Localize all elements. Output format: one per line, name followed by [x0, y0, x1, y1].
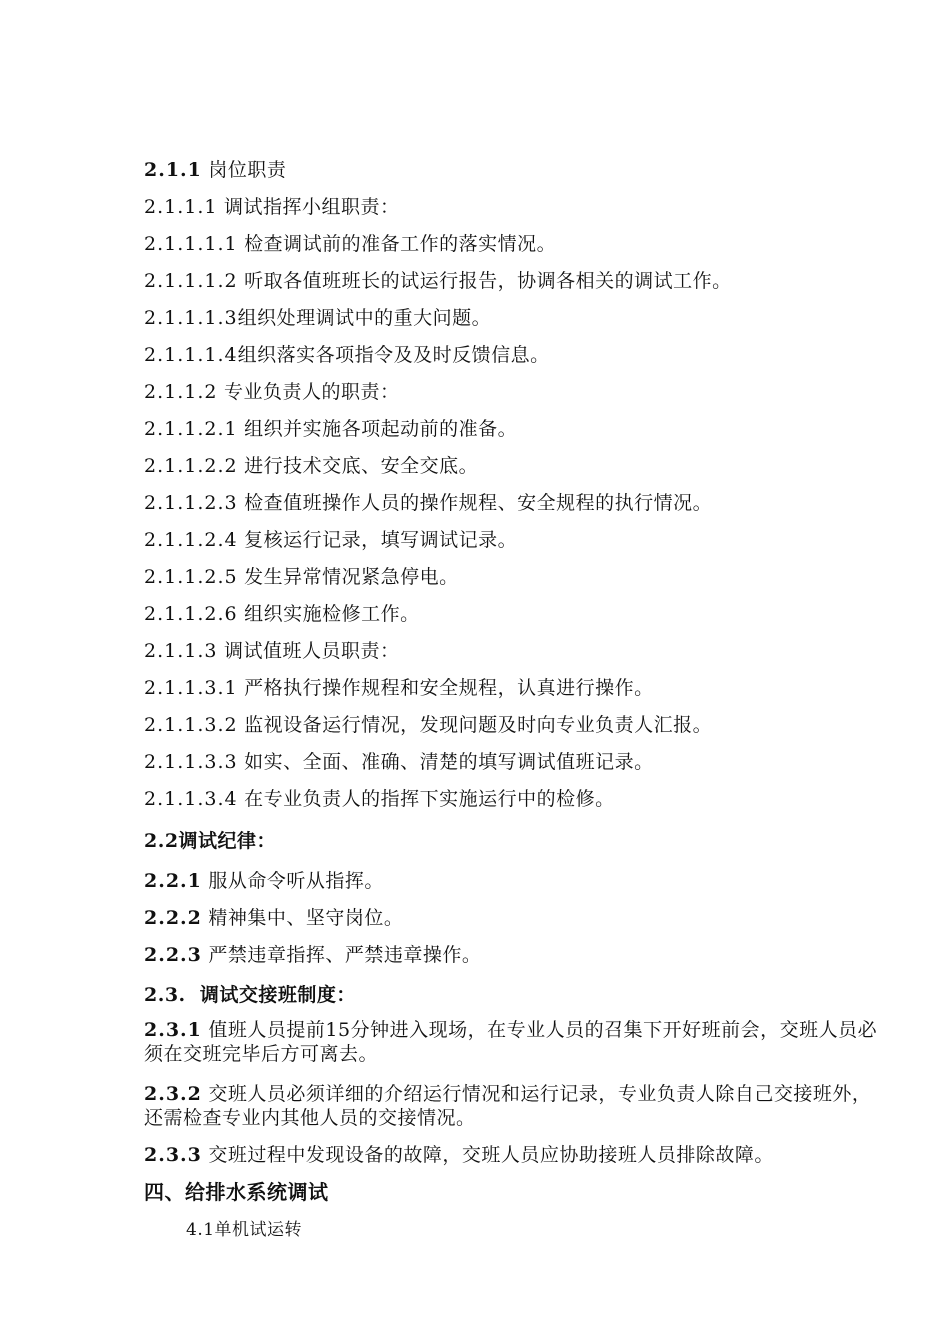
item-text: 复核运行记录，填写调试记录。 [237, 529, 518, 551]
item-2-1-1-1 [144, 195, 884, 219]
item-number: 2.2.3 [144, 944, 202, 966]
item-text: 组织处理调试中的重大问题。 [237, 307, 492, 329]
item-text: 交班过程中发现设备的故障，交班人员应协助接班人员排除故障。 [201, 1144, 774, 1166]
section-text: 岗位职责 [201, 159, 287, 181]
item-number: 2.1.1.1 [144, 196, 218, 218]
item-number: 2.1.1.2.2 [144, 455, 238, 477]
item-text: 听取各值班班长的试运行报告，协调各相关的调试工作。 [237, 270, 732, 292]
item-2-1-1-2 [144, 380, 884, 404]
item-number: 2.1.1.3 [144, 640, 218, 662]
item-number: 2.1.1.2.3 [144, 492, 238, 514]
handover-heading: 2.3. 调试交接班制度： [144, 984, 356, 1006]
section-2-1-1 [144, 158, 884, 182]
handover-item-2 [144, 1082, 884, 1130]
section-4-1-subheading: 4.1单机试运转 [186, 1220, 303, 1240]
item-text: 专业负责人的职责： [217, 381, 400, 403]
item-number: 2.3.1 [144, 1019, 202, 1041]
item-number: 2.1.1.2 [144, 381, 218, 403]
item-number: 2.1.1.2.6 [144, 603, 238, 625]
discipline-heading: 2.2调试纪律： [144, 830, 277, 852]
item-2-1-1-2-4 [144, 528, 884, 552]
item-text: 进行技术交底、安全交底。 [237, 455, 479, 477]
item-text: 严禁违章指挥、严禁违章操作。 [201, 944, 482, 966]
item-number: 2.1.1.2.5 [144, 566, 238, 588]
item-text: 组织落实各项指令及及时反馈信息。 [237, 344, 550, 366]
handover-item-1 [144, 1018, 884, 1066]
item-number: 2.1.1.2.4 [144, 529, 238, 551]
item-number: 2.2.2 [144, 907, 202, 929]
item-text: 调试指挥小组职责： [217, 196, 400, 218]
item-number: 2.1.1.3.2 [144, 714, 238, 736]
item-2-1-1-3-3 [144, 750, 884, 774]
item-number: 2.1.1.3.4 [144, 788, 238, 810]
item-text: 服从命令听从指挥。 [201, 870, 384, 892]
item-2-1-1-3-4 [144, 787, 884, 811]
item-text: 如实、全面、准确、清楚的填写调试值班记录。 [237, 751, 654, 773]
item-number: 2.1.1.3.1 [144, 677, 238, 699]
item-2-1-1-3-1 [144, 676, 884, 700]
section-number: 2.1.1 [144, 159, 202, 181]
item-2-1-1-2-3 [144, 491, 884, 515]
item-number: 2.1.1.3.3 [144, 751, 238, 773]
item-text: 值班人员提前15分钟进入现场，在专业人员的召集下开好班前会，交班人员必须在交班完毕后方可离去。 [144, 1019, 878, 1065]
item-2-1-1-1-1 [144, 232, 884, 256]
item-text: 检查值班操作人员的操作规程、安全规程的执行情况。 [237, 492, 713, 514]
item-number: 2.3.3 [144, 1144, 202, 1166]
item-text: 发生异常情况紧急停电。 [237, 566, 459, 588]
item-text: 交班人员必须详细的介绍运行情况和运行记录，专业负责人除自己交接班外，还需检查专业内其他人员的交接情况。 [144, 1083, 872, 1129]
item-text: 组织并实施各项起动前的准备。 [237, 418, 518, 440]
item-2-1-1-1-2 [144, 269, 884, 293]
item-2-1-1-3-2 [144, 713, 884, 737]
item-number: 2.2.1 [144, 870, 202, 892]
item-number: 2.1.1.1.3 [144, 307, 238, 329]
discipline-item-1 [144, 869, 884, 893]
discipline-item-2 [144, 906, 884, 930]
item-2-1-1-2-1 [144, 417, 884, 441]
item-2-1-1-1-4 [144, 343, 884, 367]
handover-item-3 [144, 1143, 884, 1167]
item-number: 2.3.2 [144, 1083, 202, 1105]
item-2-1-1-2-2 [144, 454, 884, 478]
item-2-1-1-1-3 [144, 306, 884, 330]
item-number: 2.1.1.2.1 [144, 418, 238, 440]
discipline-item-3 [144, 943, 884, 967]
item-text: 组织实施检修工作。 [237, 603, 420, 625]
item-text: 检查调试前的准备工作的落实情况。 [237, 233, 557, 255]
item-text: 调试值班人员职责： [217, 640, 400, 662]
item-number: 2.1.1.1.4 [144, 344, 238, 366]
section-4-heading: 四、给排水系统调试 [144, 1180, 329, 1204]
item-number: 2.1.1.1.2 [144, 270, 238, 292]
item-number: 2.1.1.1.1 [144, 233, 238, 255]
item-text: 严格执行操作规程和安全规程，认真进行操作。 [237, 677, 654, 699]
item-2-1-1-2-5 [144, 565, 884, 589]
item-text: 在专业负责人的指挥下实施运行中的检修。 [237, 788, 615, 810]
item-text: 监视设备运行情况，发现问题及时向专业负责人汇报。 [237, 714, 713, 736]
item-2-1-1-2-6 [144, 602, 884, 626]
item-2-1-1-3 [144, 639, 884, 663]
item-text: 精神集中、坚守岗位。 [201, 907, 404, 929]
